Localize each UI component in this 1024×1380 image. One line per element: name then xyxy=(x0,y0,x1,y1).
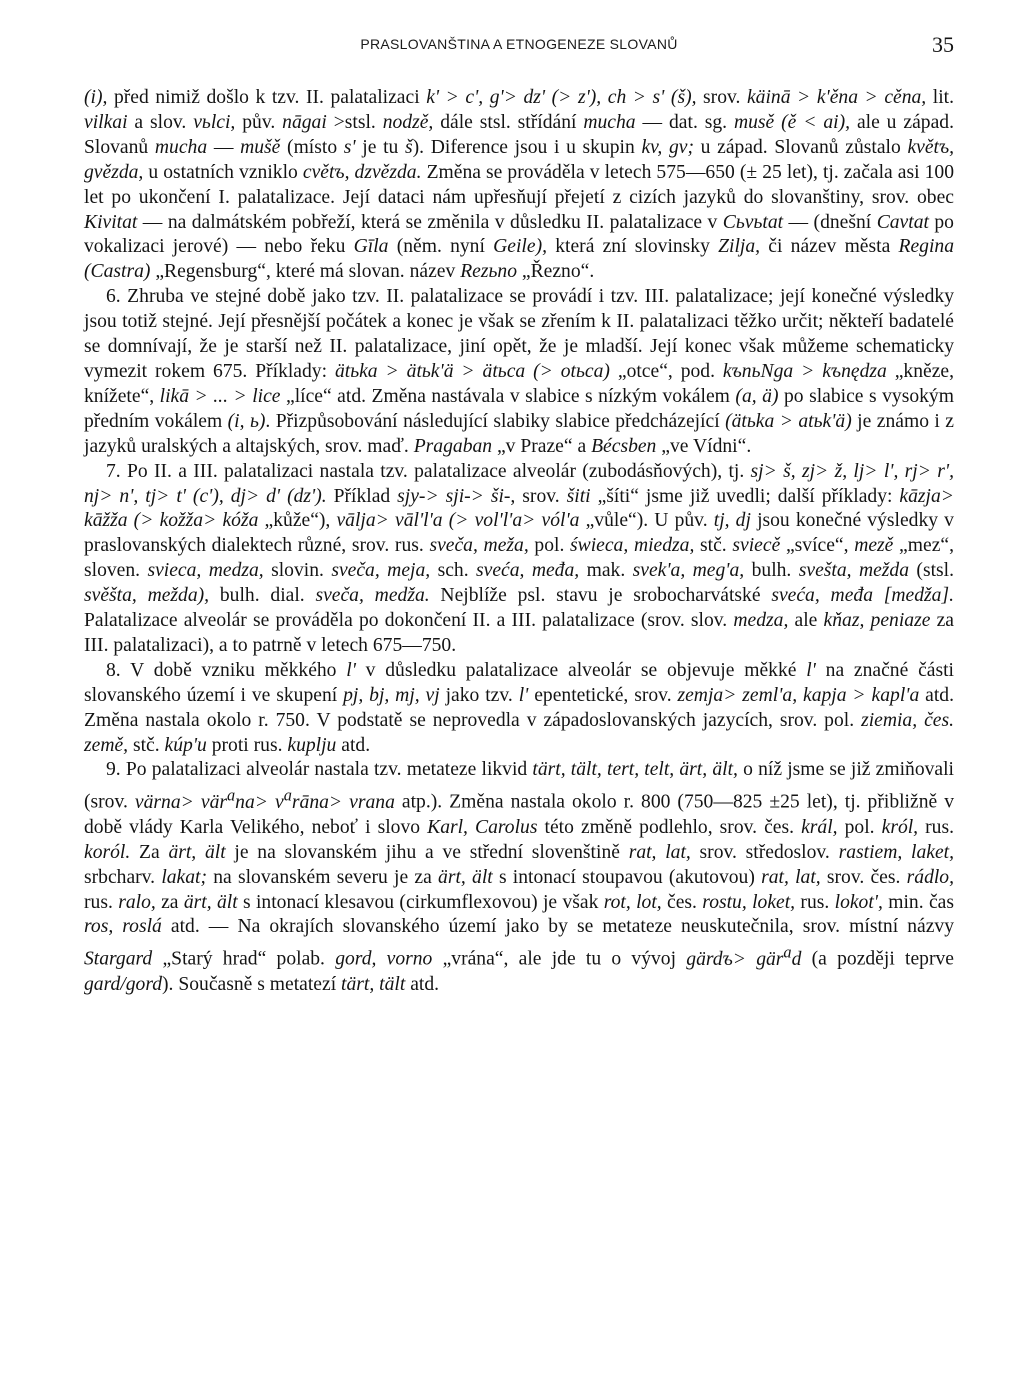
paragraph: 6. Zhruba ve stejné době jako tzv. II. palatalizace se provádí i tzv. III. palatalizace; její konečné výsledky jsou totiž stejné. Její přesnější počátek a konec je však se zřením k II. palatalizaci těžko určit; někteří badatelé se domnívají, že je starší než II. palatalizace, jiní opět, že je mladší. Její konec však můžeme schematicky vymezit rokem 675. Příklady: ätьka > ätьk'ä > ätьca (> otьca) „otce“, pod. kъnьNga > kъnędza „kněze, knížete“, likā > ... > lice „líce“ atd. Změna nastávala v slabice s nízkým vokálem (a, ä) po slabice s vysokým předním vokálem (i, ь). Přizpůsobování následující slabiky slabice předcházející (ätьka > atьk'ä) je známo i z jazyků uralských a altajských, srov. maď. Pragaban „v Praze“ a Bécsben „ve Vídni“. xyxy=(84,286,954,457)
paragraph: 7. Po II. a III. palatalizaci nastala tzv. palatalizace alveolár (zubodásňových), tj. sj> š, zj> ž, lj> l', rj> r', nj> n', tj> t' (c'), dj> d' (dz'). Příklad sjy-> sji-> ši-, srov. šiti „šíti“ jsme již uvedli; další příklady: kāzja> kāžža (> kožža> kóža „kůže“), vālja> vāl'l'a (> vol'l'a> vól'a „vůle“). U pův. tj, dj jsou konečné výsledky v praslovanských dialektech různé, srov. rus. sveča, meža, pol. świeca, miedza, stč. sviecě „svíce“, mezě „mez“, sloven. svieca, medza, slovin. sveča, meja, sch. sveća, međa, mak. svek'a, meg'a, bulh. svešta, meždа (stsl. svěšta, mežda), bulh. dial. sveča, medža. Nejblíže psl. stavu je srobocharvátské sveća, međa [medža]. Palatalizace alveolár se prováděla po dokončení II. a III. palatalizace (srov. slov. medza, ale kňaz, peniaze za III. palatalizaci), a to patrně v letech 675—750. xyxy=(84,460,955,656)
running-head: PRASLOVANŠTINA A ETNOGENEZE SLOVANŮ xyxy=(360,36,678,52)
body-text xyxy=(84,86,954,998)
paragraph: 9. Po palatalizaci alveolár nastala tzv. metateze likvid tärt, tält, tert, telt, ärt, ält, o níž jsme se již zmiňovali (srov. värna> vär$^a$na> $v^arāna>$ vrana atp.). Změna nastala okolo r. 800 (750—825 ±25 let), tj. přibližně v době vlády Karla Velikého, neboť i slovo Karl, Carolus této změně podlehlo, srov. čes. král, pol. król, rus. koról. Za ärt, ält je na slovanském jihu a ve střední slovenštině rat, lat, srov. středoslov. rastiem, laket, srbcharv. lakat; na slovanském severu je za ärt, ält s intonací stoupavou (akutovou) rat, lat, srov. čes. rádlo, rus. ralo, za ärt, ält s intonací klesavou (cirkumflexovou) je však rot, lot, čes. rostu, loket, rus. lokot', min. čas ros, roslá atd. — Na okrajích slovanského území jako by se metateze neuskutečnila, srov. místní názvy Stargard „Starý hrad“ polab. gord, vorno „vrána“, ale jde tu o vývoj gärdъ> gär$^a$d (a později teprve gard/gord). Současně s metatezí tärt, tält atd. xyxy=(84,759,955,995)
page-header xyxy=(84,30,954,64)
paragraph: (i), před nimiž došlo k tzv. II. palatalizaci k' > c', g'> dz' (> z'), ch > s' (š), srov. käinā > k'ěna > cěna, lit. vilkai a slov. vьlci, pův. nāgai >stsl. nodzě, dále stsl. střídání mucha — dat. sg. musě (ě < ai), ale u západ. Slovanů mucha — mušě (místo s' je tu š). Diference jsou i u skupin kv, gv; u západ. Slovanů zůstalo květъ, gvězda, u ostatních vzniklo cvětъ, dzvězda. Změna se prováděla v letech 575—650 (± 25 let), tj. začala asi 100 let po ukončení I. palatalizace. Její dataci nám upřesňují přejetí z cizích jazyků do slovanštiny, srov. obec Kivitat — na dalmátském pobřeží, která se změnila v důsledku II. palatalizace v Cьvьtat — (dnešní Cavtat po vokalizaci jerové) — nebo řeku Gīla (něm. nyní Geile), která zní slovinsky Zilja, či název města Regina (Castra) „Regensburg“, které má slovan. název Rezьno „Řezno“. xyxy=(84,87,955,283)
page-number: 35 xyxy=(932,32,954,57)
book-page xyxy=(84,30,954,1360)
paragraph: 8. V době vzniku měkkého l' v důsledku palatalizace alveolár se objevuje měkké l' na značné části slovanského území i ve skupení pj, bj, mj, vj jako tzv. l' epentetické, srov. zemja> zeml'a, kapja > kapl'a atd. Změna nastala okolo r. 750. V podstatě se neprovedla v západoslovanských jazycích, srov. pol. ziemia, čes. země, stč. kúp'u proti rus. kuplju atd. xyxy=(84,659,954,756)
